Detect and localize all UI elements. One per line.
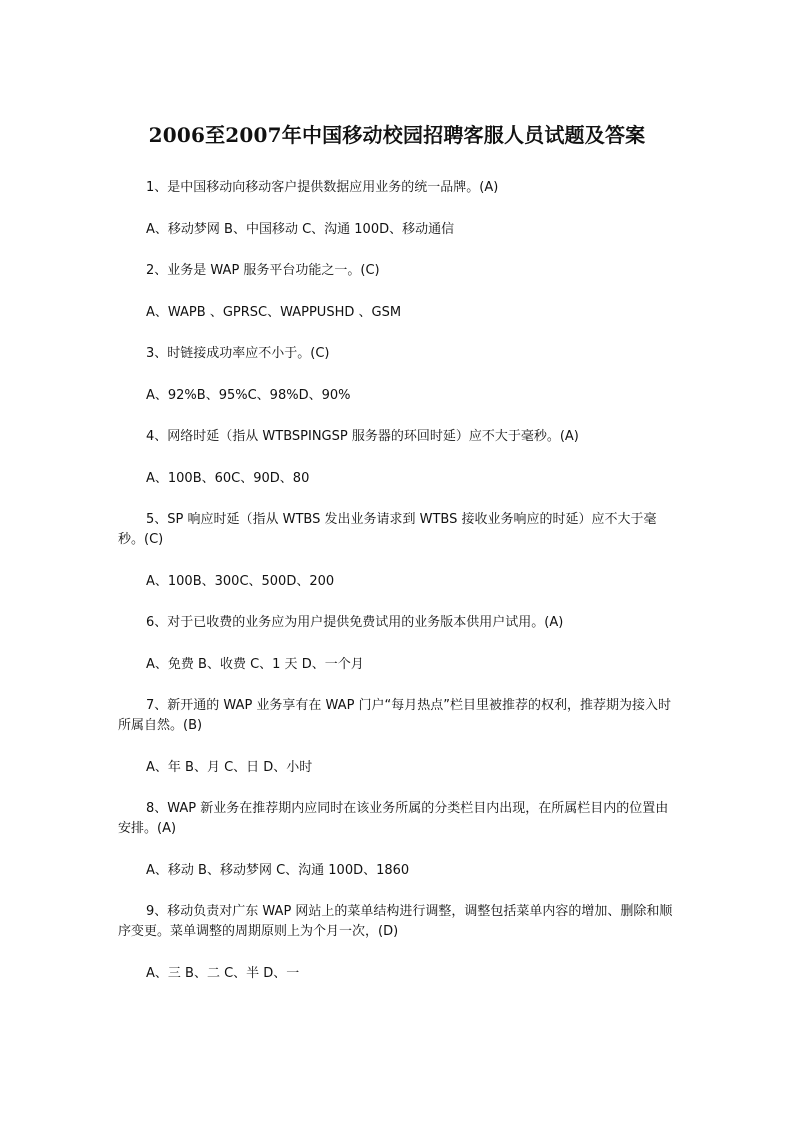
options-6: A、免费 B、收费 C、1 天 D、一个月	[146, 656, 364, 672]
question-3: 3、时链接成功率应不小于。(C)	[146, 346, 330, 361]
document-title: 2006至2007年中国移动校园招聘客服人员试题及答案	[148, 123, 646, 147]
options-1: A、移动梦网 B、中国移动 C、沟通 100D、移动通信	[146, 221, 455, 237]
question-7: 7、新开通的 WAP 业务享有在 WAP 门户“每月热点”栏目里被推荐的权利，推荐期为接入时所属自然。(B)	[118, 698, 672, 733]
question-2: 2、业务是 WAP 服务平台功能之一。(C)	[146, 263, 380, 278]
options-3: A、92%B、95%C、98%D、90%	[146, 387, 351, 403]
question-1: 1、是中国移动向移动客户提供数据应用业务的统一品牌。(A)	[146, 180, 499, 195]
question-8: 8、WAP 新业务在推荐期内应同时在该业务所属的分类栏目内出现，在所属栏目内的位置由安排。(A)	[118, 801, 669, 836]
options-7: A、年 B、月 C、日 D、小时	[146, 759, 313, 775]
options-2: A、WAPB 、GPRSC、WAPPUSHD 、GSM	[146, 304, 402, 320]
question-5: 5、SP 响应时延（指从 WTBS 发出业务请求到 WTBS 接收业务响应的时延）应不大于毫秒。(C)	[118, 512, 657, 547]
question-9: 9、移动负责对广东 WAP 网站上的菜单结构进行调整，调整包括菜单内容的增加、删除和顺序变更。菜单调整的周期原则上为个月一次，(D)	[118, 904, 673, 939]
options-9: A、三 B、二 C、半 D、一	[146, 965, 300, 981]
document-body	[118, 178, 678, 984]
question-6: 6、对于已收费的业务应为用户提供免费试用的业务版本供用户试用。(A)	[146, 615, 564, 630]
options-4: A、100B、60C、90D、80	[146, 470, 310, 486]
question-4: 4、网络时延（指从 WTBSPINGSP 服务器的环回时延）应不大于毫秒。(A)	[146, 429, 579, 444]
options-5: A、100B、300C、500D、200	[146, 573, 335, 589]
options-8: A、移动 B、移动梦网 C、沟通 100D、1860	[146, 862, 410, 878]
